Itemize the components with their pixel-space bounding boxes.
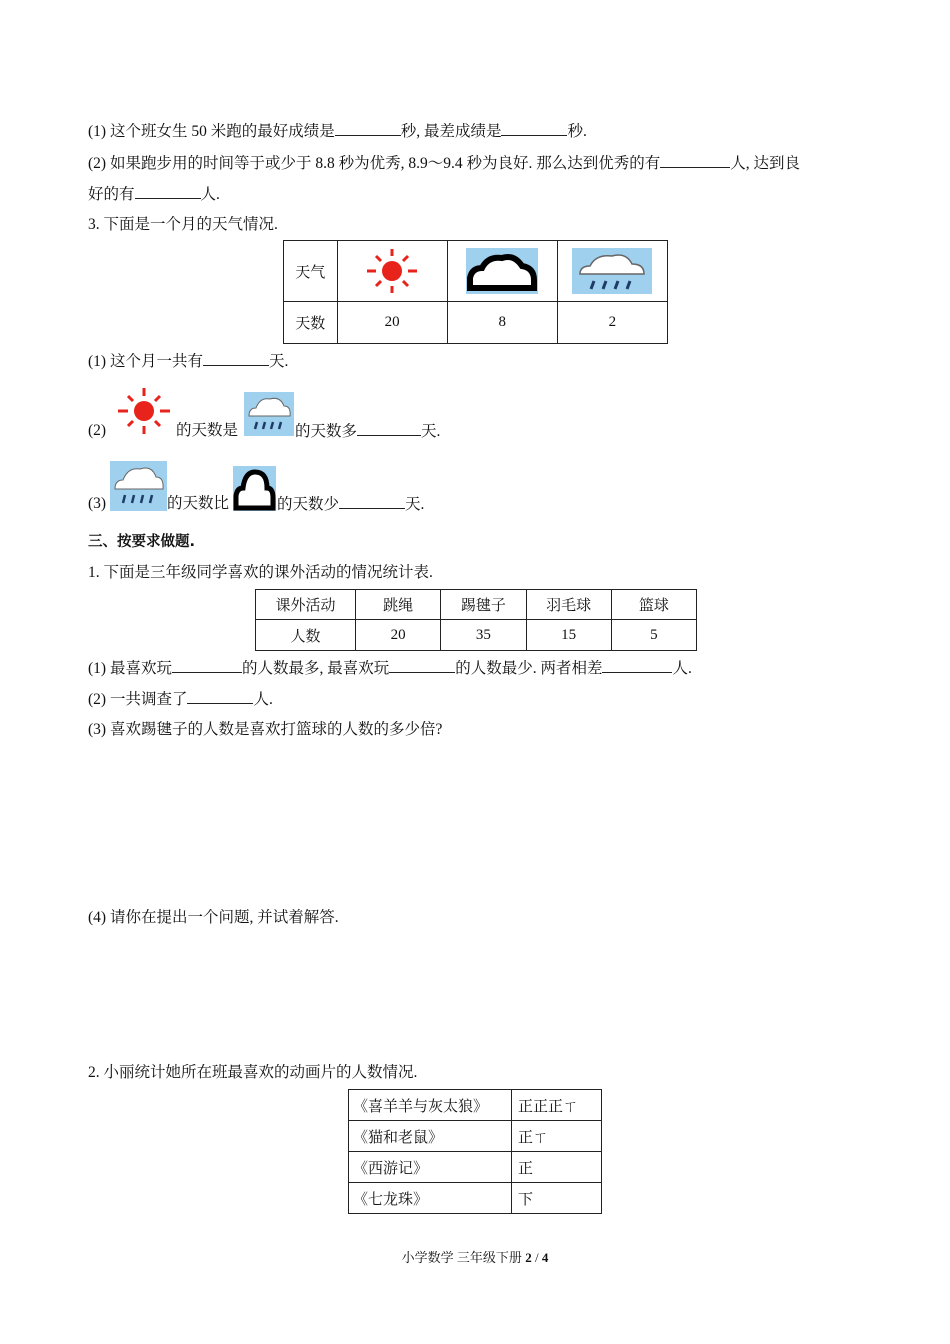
q3-sub2-text-b: 的天数是 — [176, 422, 239, 439]
table-cell: 人数 — [256, 620, 356, 651]
answer-blank[interactable] — [339, 494, 405, 509]
rainy-cell — [557, 241, 667, 302]
table-header: 篮球 — [611, 590, 696, 620]
p1-sub2-text-a: (2) 一共调查了 — [88, 691, 188, 708]
sun-icon — [357, 246, 427, 296]
q3-title: 3. 下面是一个月的天气情况. — [88, 216, 278, 233]
tally-mark: 正ㄒ — [512, 1121, 602, 1152]
q2-part1-text-b: 秒, 最差成绩是 — [400, 123, 502, 140]
table-header: 课外活动 — [256, 590, 356, 620]
table-header: 跳绳 — [356, 590, 441, 620]
p1-title: 1. 下面是三年级同学喜欢的课外活动的情况统计表. — [88, 564, 433, 581]
footer-text: 小学数学 三年级下册 — [401, 1250, 526, 1265]
q3-sub1 — [88, 351, 288, 372]
table-cell: 5 — [611, 620, 696, 651]
q2-part2-cont — [88, 184, 220, 205]
activity-table — [255, 589, 697, 651]
table-header: 羽毛球 — [526, 590, 611, 620]
table-header: 踢毽子 — [441, 590, 526, 620]
p1-sub1-text-d: 人. — [672, 660, 692, 677]
answer-blank[interactable] — [660, 153, 730, 168]
q2-part1-text-c: 秒. — [567, 123, 587, 140]
answer-blank[interactable] — [501, 121, 567, 136]
tally-mark: 下 — [512, 1183, 602, 1214]
q3-sub1-text-b: 天. — [268, 353, 289, 370]
cloudy-cell — [447, 241, 557, 302]
p1-sub2-text-b: 人. — [253, 691, 273, 708]
answer-blank[interactable] — [357, 421, 421, 436]
q2-part2-text-d: 人. — [200, 186, 220, 203]
p1-sub1 — [88, 658, 692, 679]
cartoon-table — [348, 1089, 602, 1214]
cloud-icon — [466, 248, 538, 294]
sunny-days: 20 — [337, 302, 447, 344]
rain-icon — [572, 248, 652, 294]
q3-sub3-text-b: 的天数比 — [167, 495, 230, 512]
q3-sub3-text — [167, 494, 229, 514]
cartoon-name: 《猫和老鼠》 — [349, 1121, 512, 1152]
q2-part2 — [88, 153, 800, 174]
q3-sub2-text — [176, 421, 238, 441]
answer-blank[interactable] — [389, 658, 455, 673]
q3-sub2-label: (2) — [88, 422, 107, 439]
cartoon-name: 《西游记》 — [349, 1152, 512, 1183]
weather-label: 天气 — [284, 241, 338, 302]
answer-blank[interactable] — [172, 658, 242, 673]
q2-part1-text-a: (1) 这个班女生 50 米跑的最好成绩是 — [88, 123, 335, 140]
answer-blank[interactable] — [335, 121, 401, 136]
q2-part2-text-a: (2) 如果跑步用的时间等于或少于 8.8 秒为优秀, 8.9～9.4 秒为良好. 那么达到优秀的有 — [88, 155, 661, 172]
p2-title: 2. 小丽统计她所在班最喜欢的动画片的人数情况. — [88, 1064, 418, 1081]
cartoon-name: 《喜羊羊与灰太狼》 — [349, 1090, 512, 1121]
p1-sub3: (3) 喜欢踢毽子的人数是喜欢打篮球的人数的多少倍? — [88, 721, 443, 738]
p1-sub1-text-b: 的人数最多, 最喜欢玩 — [241, 660, 390, 677]
p1-sub1-text-a: (1) 最喜欢玩 — [88, 660, 172, 677]
q3-sub2-text2 — [295, 421, 440, 442]
q2-part2-text-c: 好的有 — [88, 186, 135, 203]
days-label: 天数 — [284, 302, 338, 344]
sunny-cell — [337, 241, 447, 302]
table-cell: 35 — [441, 620, 526, 651]
q2-part1 — [88, 121, 587, 142]
page-separator: / — [531, 1250, 542, 1265]
rain-icon — [110, 461, 167, 511]
q3-sub3-text2 — [277, 494, 424, 515]
tally-mark: 正 — [512, 1152, 602, 1183]
cloudy-days: 8 — [447, 302, 557, 344]
sun-icon — [112, 386, 176, 436]
p1-sub2 — [88, 689, 273, 710]
answer-blank[interactable] — [602, 658, 672, 673]
answer-blank[interactable] — [187, 689, 253, 704]
section-heading: 三、按要求做题. — [88, 534, 196, 550]
table-cell: 20 — [356, 620, 441, 651]
page-footer — [0, 1247, 950, 1266]
rain-icon — [244, 392, 294, 436]
p1-sub1-text-c: 的人数最少. 两者相差 — [455, 660, 603, 677]
rainy-days: 2 — [557, 302, 667, 344]
q3-sub3-text-d: 天. — [405, 496, 425, 513]
q3-sub2-text-d: 天. — [421, 423, 441, 440]
tally-mark: 正正正ㄒ — [512, 1090, 602, 1121]
page-total: 4 — [541, 1250, 549, 1265]
cloud-icon — [233, 466, 276, 511]
weather-table — [283, 240, 668, 344]
q3-sub3-label: (3) — [88, 495, 107, 512]
q3-sub2-text-c: 的天数多 — [295, 423, 358, 440]
page-number: 2 — [525, 1250, 532, 1265]
p1-sub4: (4) 请你在提出一个问题, 并试着解答. — [88, 909, 339, 926]
q2-part2-text-b: 人, 达到良 — [730, 155, 800, 172]
cartoon-name: 《七龙珠》 — [349, 1183, 512, 1214]
answer-blank[interactable] — [203, 351, 269, 366]
table-cell: 15 — [526, 620, 611, 651]
q3-sub3-text-c: 的天数少 — [277, 496, 340, 513]
answer-blank[interactable] — [135, 184, 201, 199]
q3-sub1-text-a: (1) 这个月一共有 — [88, 353, 203, 370]
